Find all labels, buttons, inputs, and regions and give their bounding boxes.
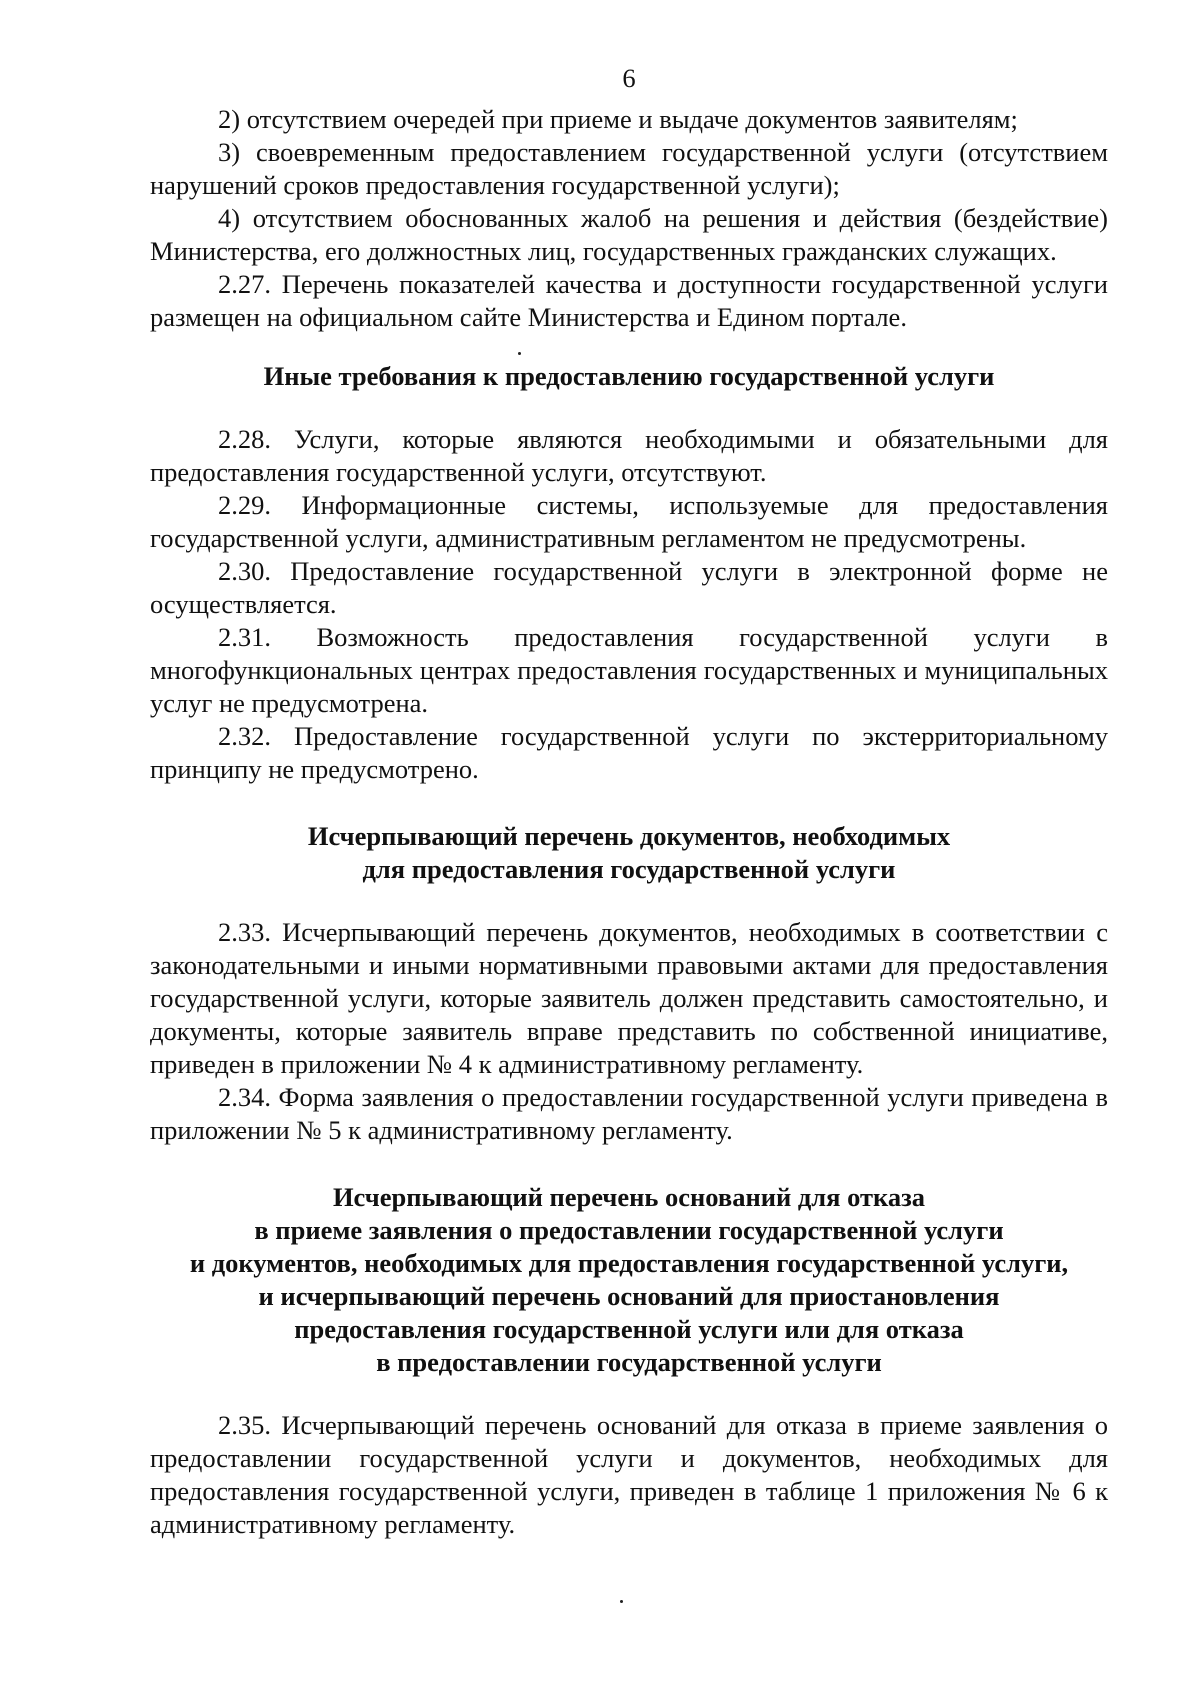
scan-speck — [620, 1600, 623, 1603]
heading-line: в приеме заявления о предоставлении государственной услуги — [254, 1215, 1004, 1245]
section-other-requirements — [150, 423, 1108, 786]
heading-line: для предоставления государственной услуги — [362, 854, 896, 884]
section-heading-documents-list — [150, 820, 1108, 886]
clause-2-34: 2.34. Форма заявления о предоставлении государственной услуги приведена в приложении № 5 к административному регламенту. — [150, 1082, 1108, 1145]
clause-2-28: 2.28. Услуги, которые являются необходимыми и обязательными для предоставления государственной услуги, отсутствуют. — [150, 424, 1108, 487]
page-number: 6 — [622, 63, 636, 93]
clause-2-32: 2.32. Предоставление государственной услуги по экстерриториальному принципу не предусмотрено. — [150, 721, 1108, 784]
section-heading-refusal-grounds — [150, 1181, 1108, 1379]
heading-line: в предоставлении государственной услуги — [376, 1347, 882, 1377]
heading-line: Исчерпывающий перечень документов, необходимых — [307, 821, 951, 851]
list-item: 4) отсутствием обоснованных жалоб на решения и действия (бездействие) Министерства, его должностных лиц, государственных гражданских служащих. — [150, 203, 1108, 266]
clause-2-29: 2.29. Информационные системы, используемые для предоставления государственной услуги, административным регламентом не предусмотрены. — [150, 490, 1108, 553]
top-items — [150, 103, 1108, 334]
section-heading-other-requirements — [150, 360, 1108, 393]
list-item: 2) отсутствием очередей при приеме и выдаче документов заявителям; — [218, 104, 1018, 134]
clause-2-33: 2.33. Исчерпывающий перечень документов, необходимых в соответствии с законодательными и иными нормативными правовыми актами для предоставления государственной услуги, которые заявитель должен представить самостоятельно, и документы, которые заявитель вправе представить по собственной инициативе, приведен в приложении № 4 к административному регламенту. — [150, 917, 1108, 1079]
clause-2-27: 2.27. Перечень показателей качества и доступности государственной услуги размещен на официальном сайте Министерства и Едином портале. — [150, 269, 1108, 332]
heading-line: и исчерпывающий перечень оснований для приостановления — [258, 1281, 1000, 1311]
heading-line: и документов, необходимых для предоставления государственной услуги, — [189, 1248, 1069, 1278]
heading-line: Иные требования к предоставлению государственной услуги — [263, 361, 995, 391]
section-documents-list — [150, 916, 1108, 1147]
heading-line: Исчерпывающий перечень оснований для отказа — [332, 1182, 926, 1212]
clause-2-31: 2.31. Возможность предоставления государственной услуги в многофункциональных центрах предоставления государственных и муниципальных услуг не предусмотрена. — [150, 622, 1108, 718]
clause-2-30: 2.30. Предоставление государственной услуги в электронной форме не осуществляется. — [150, 556, 1108, 619]
clause-2-35: 2.35. Исчерпывающий перечень оснований для отказа в приеме заявления о предоставлении государственной услуги и документов, необходимых для предоставления государственной услуги, приведен в таблице 1 приложения № 6 к административному регламенту. — [150, 1410, 1108, 1539]
list-item: 3) своевременным предоставлением государственной услуги (отсутствием нарушений сроков предоставления государственной услуги); — [150, 137, 1108, 200]
scan-speck — [518, 352, 521, 355]
section-refusal-grounds — [150, 1409, 1108, 1541]
heading-line: предоставления государственной услуги или для отказа — [294, 1314, 964, 1344]
